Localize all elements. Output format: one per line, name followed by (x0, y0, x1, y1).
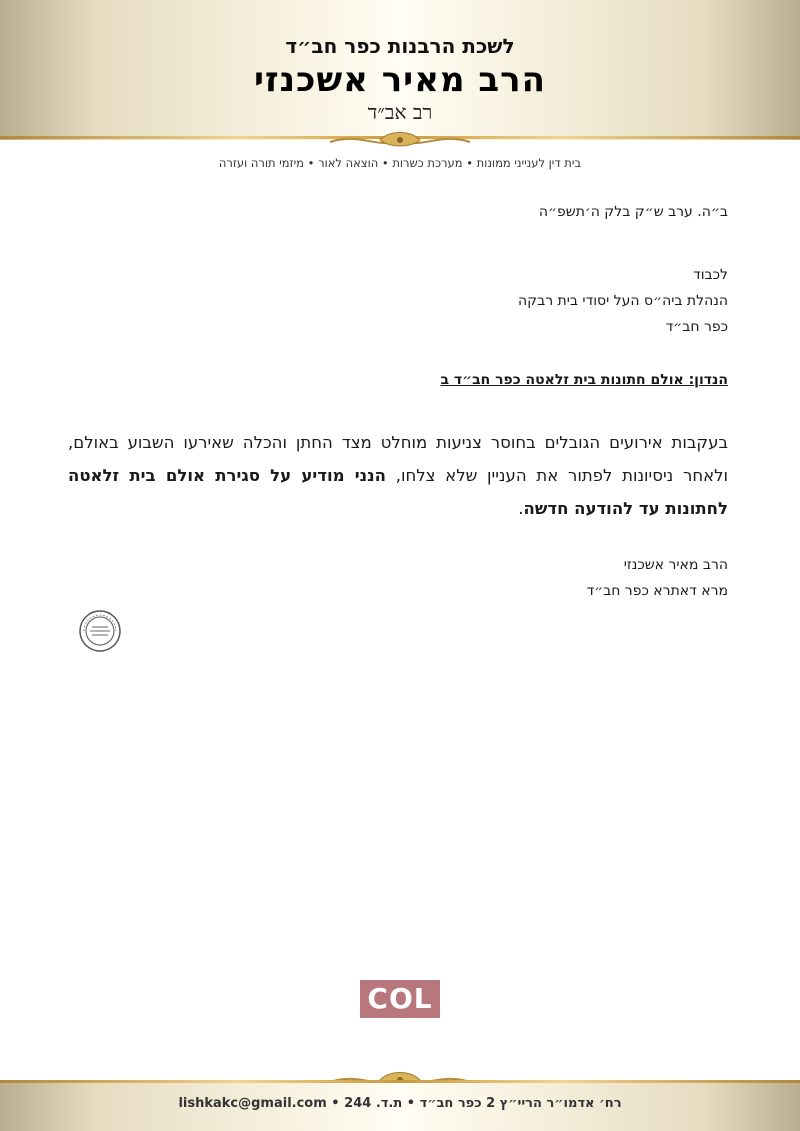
signature-name: הרב מאיר אשכנזי (623, 557, 728, 573)
office-name: לשכת הרבנות כפר חב״ד (285, 34, 515, 58)
footer-gold-line (0, 1080, 800, 1083)
recipient-line: הנהלת ביה״ס העל יסודי בית רבקה (518, 293, 728, 309)
letter-date: ב״ה. ערב ש״ק בלק ה׳תשפ״ה (538, 204, 728, 220)
body-text-end: . (518, 499, 524, 518)
letterhead-footer (0, 1080, 800, 1131)
signature-title: מרא דאתרא כפר חב״ד (586, 583, 728, 599)
footer-email[interactable]: lishkakc@gmail.com (178, 1096, 327, 1111)
letter-body (68, 426, 728, 525)
rabbi-name-heading: הרב מאיר אשכנזי (254, 60, 546, 100)
recipient-block (68, 262, 728, 340)
footer-address: רח׳ אדמו״ר הריי״ץ 2 כפר חב״ד • ת.ד. 244 • (326, 1096, 622, 1111)
letter-subject: הנדון: אולם חתונות בית זלאטה כפר חב״ד ב (440, 372, 728, 388)
signature-block (68, 552, 728, 604)
services-line: בית דין לענייני ממונות • מערכת כשרות • הוצאה לאור • מיזמי תורה ועזרה (218, 156, 582, 170)
body-text-plain: בעקבות אירועים הגובלים בחוסר צניעות מוחלט מצד החתן והכלה שאירעו השבוע באולם, ולאחר ניסיונות לפתור את העניין שלא צלחו, (68, 433, 729, 485)
footer-contact (0, 1096, 800, 1111)
flourish-icon (320, 128, 480, 152)
col-watermark-logo: COL (360, 980, 440, 1018)
letterhead-header (0, 0, 800, 140)
recipient-line: לכבוד (693, 267, 728, 283)
rabbi-title: רב אב״ד (367, 100, 433, 124)
body-text-bold: הנני מודיע על סגירת אולם בית זלאטה לחתונות עד להודעה חדשה (68, 466, 728, 518)
seal-icon (78, 609, 122, 653)
recipient-line: כפר חב״ד (665, 319, 728, 335)
